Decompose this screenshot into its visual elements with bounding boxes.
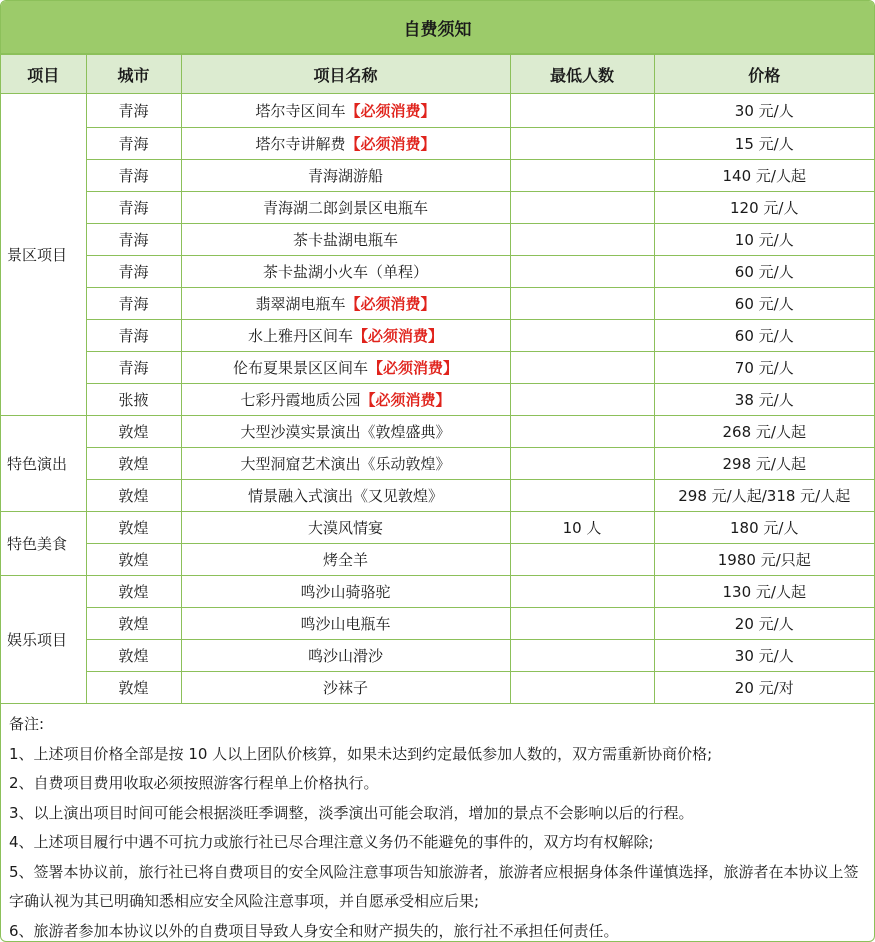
- min-people-cell: [510, 448, 654, 480]
- city-cell: 青海: [86, 128, 181, 160]
- min-people-cell: [510, 416, 654, 448]
- mandatory-tag: 【必须消费】: [368, 359, 459, 377]
- item-name: 伦布夏果景区区间车: [232, 359, 368, 377]
- remarks: [1, 704, 874, 942]
- table-row: [1, 448, 874, 480]
- price-cell: 10 元/人: [654, 224, 874, 256]
- min-people-cell: [510, 192, 654, 224]
- item-name: 大漠风情宴: [307, 519, 383, 537]
- item-name-cell: [181, 256, 510, 288]
- min-people-cell: [510, 288, 654, 320]
- item-name-cell: [181, 608, 510, 640]
- item-name: 茶卡盐湖小火车（单程）: [262, 263, 428, 281]
- price-cell: 1980 元/只起: [654, 544, 874, 576]
- min-people-cell: [510, 480, 654, 512]
- item-name-cell: [181, 320, 510, 352]
- price-cell: 38 元/人: [654, 384, 874, 416]
- city-cell: 青海: [86, 160, 181, 192]
- city-cell: 青海: [86, 192, 181, 224]
- city-cell: 青海: [86, 94, 181, 128]
- item-name-cell: [181, 192, 510, 224]
- table-row: [1, 224, 874, 256]
- min-people-cell: [510, 672, 654, 704]
- price-cell: 70 元/人: [654, 352, 874, 384]
- table-row: [1, 384, 874, 416]
- item-name: 塔尔寺区间车: [255, 102, 346, 120]
- remark-item: 5、签署本协议前，旅行社已将自费项目的安全风险注意事项告知旅游者，旅游者应根据身体条件谨慎选择，旅游者在本协议上签字确认视为其已明确知悉相应安全风险注意事项，并自愿承受相应后果;: [9, 862, 859, 910]
- item-name-cell: [181, 288, 510, 320]
- table-row: [1, 672, 874, 704]
- city-cell: 青海: [86, 256, 181, 288]
- city-cell: 敦煌: [86, 416, 181, 448]
- header-row: [1, 55, 874, 94]
- price-cell: 15 元/人: [654, 128, 874, 160]
- table-row: [1, 544, 874, 576]
- table-row: [1, 94, 874, 128]
- price-cell: 130 元/人起: [654, 576, 874, 608]
- table-row: [1, 608, 874, 640]
- table-row: [1, 256, 874, 288]
- min-people-cell: [510, 608, 654, 640]
- table-row: [1, 480, 874, 512]
- item-name: 情景融入式演出《又见敦煌》: [247, 487, 443, 505]
- table-row: [1, 640, 874, 672]
- city-cell: 敦煌: [86, 512, 181, 544]
- item-name: 翡翠湖电瓶车: [255, 295, 346, 313]
- table-row: [1, 192, 874, 224]
- item-name-cell: [181, 416, 510, 448]
- header-min-people: 最低人数: [510, 55, 654, 94]
- city-cell: 敦煌: [86, 576, 181, 608]
- remarks-title: 备注:: [9, 715, 45, 733]
- category-cell: 特色美食: [1, 512, 86, 576]
- mandatory-tag: 【必须消费】: [353, 327, 444, 345]
- min-people-cell: [510, 128, 654, 160]
- item-name-cell: [181, 384, 510, 416]
- mandatory-tag: 【必须消费】: [345, 135, 436, 153]
- min-people-cell: [510, 160, 654, 192]
- item-name: 塔尔寺讲解费: [255, 135, 346, 153]
- price-cell: 30 元/人: [654, 640, 874, 672]
- mandatory-tag: 【必须消费】: [345, 102, 436, 120]
- price-cell: 60 元/人: [654, 320, 874, 352]
- price-cell: 140 元/人起: [654, 160, 874, 192]
- item-name-cell: [181, 544, 510, 576]
- item-name-cell: [181, 640, 510, 672]
- item-name: 青海湖游船: [307, 167, 383, 185]
- remark-item: 2、自费项目费用收取必须按照游客行程单上价格执行。: [9, 774, 379, 792]
- item-name-cell: [181, 160, 510, 192]
- price-cell: 60 元/人: [654, 256, 874, 288]
- item-name-cell: [181, 224, 510, 256]
- item-name-cell: [181, 512, 510, 544]
- table-row: [1, 320, 874, 352]
- price-cell: 180 元/人: [654, 512, 874, 544]
- item-name: 沙袜子: [322, 679, 368, 697]
- city-cell: 敦煌: [86, 544, 181, 576]
- table-row: [1, 416, 874, 448]
- item-name: 鸣沙山滑沙: [307, 647, 383, 665]
- item-name-cell: [181, 94, 510, 128]
- category-cell: 娱乐项目: [1, 576, 86, 704]
- table-row: [1, 128, 874, 160]
- item-name: 青海湖二郎剑景区电瓶车: [262, 199, 428, 217]
- price-cell: 30 元/人: [654, 94, 874, 128]
- mandatory-tag: 【必须消费】: [360, 391, 451, 409]
- table-body: [1, 94, 874, 704]
- city-cell: 张掖: [86, 384, 181, 416]
- city-cell: 敦煌: [86, 640, 181, 672]
- price-cell: 120 元/人: [654, 192, 874, 224]
- min-people-cell: [510, 320, 654, 352]
- header-city: 城市: [86, 55, 181, 94]
- self-pay-table: [1, 54, 874, 704]
- remark-item: 3、以上演出项目时间可能会根据淡旺季调整，淡季演出可能会取消，增加的景点不会影响以后的行程。: [9, 803, 694, 822]
- city-cell: 青海: [86, 224, 181, 256]
- item-name: 大型沙漠实景演出《敦煌盛典》: [240, 423, 451, 441]
- table-row: [1, 288, 874, 320]
- price-cell: 20 元/对: [654, 672, 874, 704]
- city-cell: 青海: [86, 352, 181, 384]
- min-people-cell: [510, 352, 654, 384]
- table-row: [1, 352, 874, 384]
- mandatory-tag: 【必须消费】: [345, 295, 436, 313]
- item-name: 鸣沙山电瓶车: [300, 615, 391, 633]
- item-name: 水上雅丹区间车: [247, 327, 353, 345]
- category-cell: 景区项目: [1, 94, 86, 416]
- price-cell: 268 元/人起: [654, 416, 874, 448]
- header-category: 项目: [1, 55, 86, 94]
- city-cell: 敦煌: [86, 480, 181, 512]
- item-name: 烤全羊: [322, 551, 368, 569]
- table-row: [1, 160, 874, 192]
- header-item-name: 项目名称: [181, 55, 510, 94]
- item-name-cell: [181, 352, 510, 384]
- table-row: [1, 512, 874, 544]
- category-cell: 特色演出: [1, 416, 86, 512]
- item-name: 大型洞窟艺术演出《乐动敦煌》: [240, 455, 451, 473]
- item-name: 七彩丹霞地质公园: [240, 391, 361, 409]
- item-name-cell: [181, 672, 510, 704]
- item-name-cell: [181, 448, 510, 480]
- city-cell: 敦煌: [86, 608, 181, 640]
- min-people-cell: [510, 576, 654, 608]
- item-name: 茶卡盐湖电瓶车: [292, 231, 398, 249]
- item-name-cell: [181, 480, 510, 512]
- table-title: 自费须知: [1, 1, 874, 54]
- table-row: [1, 576, 874, 608]
- min-people-cell: [510, 544, 654, 576]
- city-cell: 青海: [86, 320, 181, 352]
- city-cell: 敦煌: [86, 672, 181, 704]
- city-cell: 青海: [86, 288, 181, 320]
- min-people-cell: 10 人: [510, 512, 654, 544]
- min-people-cell: [510, 640, 654, 672]
- price-cell: 298 元/人起: [654, 448, 874, 480]
- item-name-cell: [181, 576, 510, 608]
- min-people-cell: [510, 224, 654, 256]
- remark-item: 4、上述项目履行中遇不可抗力或旅行社已尽合理注意义务仍不能避免的事件的，双方均有权解除;: [9, 833, 654, 851]
- item-name: 鸣沙山骑骆驼: [300, 583, 391, 601]
- min-people-cell: [510, 256, 654, 288]
- min-people-cell: [510, 94, 654, 128]
- remark-item: 6、旅游者参加本协议以外的自费项目导致人身安全和财产损失的，旅行社不承担任何责任。: [9, 921, 619, 940]
- price-cell: 20 元/人: [654, 608, 874, 640]
- header-price: 价格: [654, 55, 874, 94]
- min-people-cell: [510, 384, 654, 416]
- remark-item: 1、上述项目价格全部是按 10 人以上团队价核算，如果未达到约定最低参加人数的，双方需重新协商价格;: [9, 744, 713, 763]
- price-cell: 298 元/人起/318 元/人起: [654, 480, 874, 512]
- price-cell: 60 元/人: [654, 288, 874, 320]
- item-name-cell: [181, 128, 510, 160]
- city-cell: 敦煌: [86, 448, 181, 480]
